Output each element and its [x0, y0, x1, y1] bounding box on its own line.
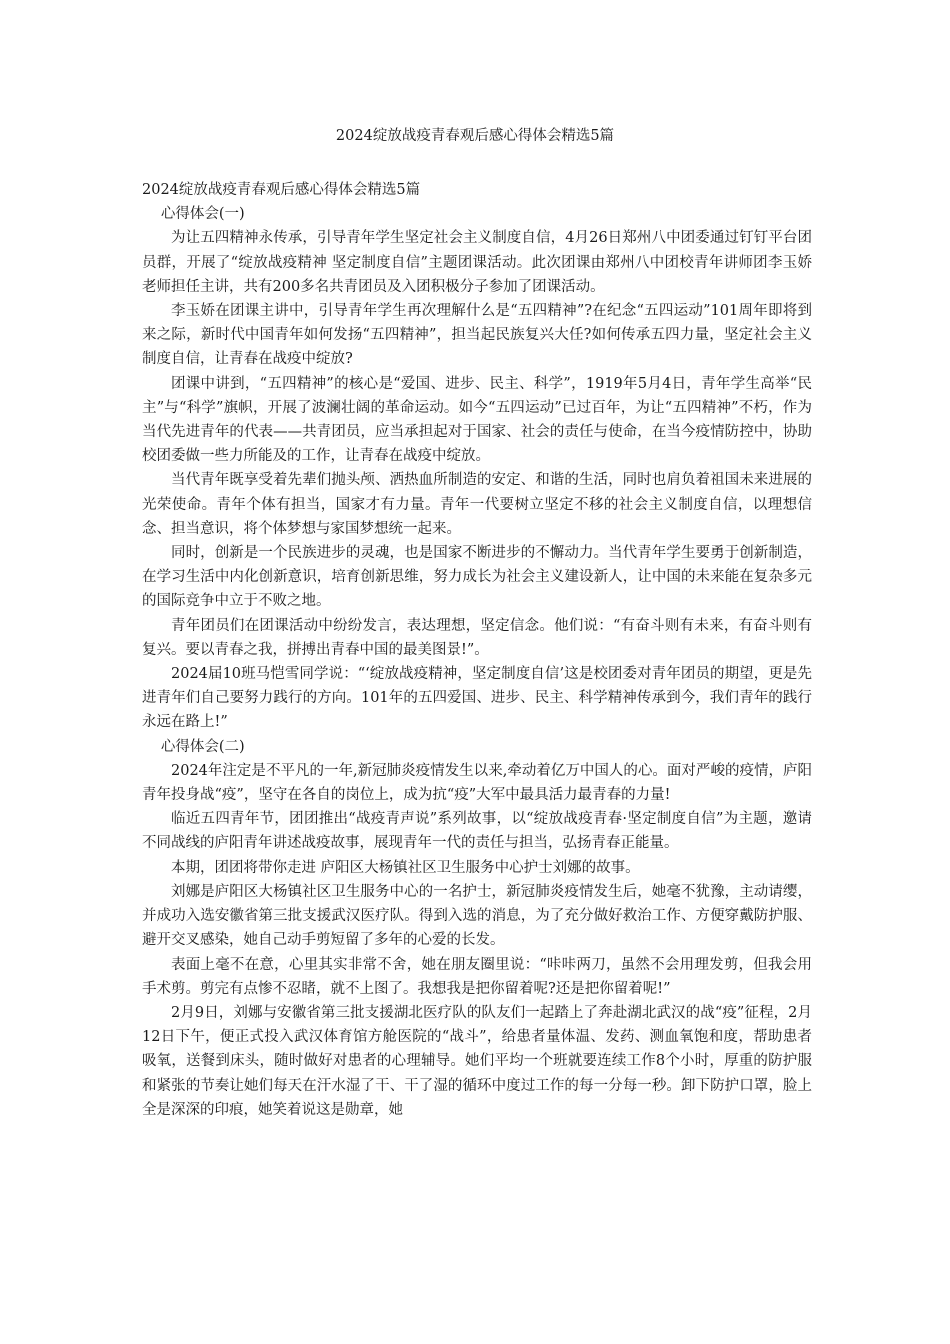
paragraph: 本期，团团将带你走进 庐阳区大杨镇社区卫生服务中心护士刘娜的故事。	[171, 859, 640, 876]
paragraph: 2024年注定是不平凡的一年,新冠肺炎疫情发生以来,牵动着亿万中国人的心。面对严峻的疫情，庐阳青年投身战“疫”，坚守在各自的岗位上，成为抗“疫”大军中最具活力最青春的力量!	[142, 762, 812, 804]
paragraph: 当代青年既享受着先辈们抛头颅、洒热血所制造的安定、和谐的生活，同时也肩负着祖国未来进展的光荣使命。青年个体有担当，国家才有力量。青年一代要树立坚定不移的社会主义制度自信，以理想信念、担当意识，将个体梦想与家国梦想统一起来。	[142, 472, 812, 537]
paragraph: 为让五四精神永传承，引导青年学生坚定社会主义制度自信，4月26日郑州八中团委通过钉钉平台团员群，开展了“绽放战疫精神 坚定制度自信”主题团课活动。此次团课由郑州八中团校青年讲师团李玉娇老师担任主讲，共有200多名共青团员及入团积极分子参加了团课活动。	[142, 230, 812, 295]
document-body	[142, 178, 812, 1122]
document-title: 2024绽放战疫青春观后感心得体会精选5篇	[335, 128, 615, 144]
paragraph: 2024届10班马恺雪同学说：“‘绽放战疫精神，坚定制度自信’这是校团委对青年团员的期望，更是先进青年们自己要努力践行的方向。101年的五四爱国、进步、民主、科学精神传承到今，我们青年的践行永远在路上!”	[142, 666, 812, 731]
paragraph: 青年团员们在团课活动中纷纷发言，表达理想，坚定信念。他们说：“有奋斗则有未来，有奋斗则有复兴。要以青春之我，拼搏出青春中国的最美图景!”。	[142, 617, 812, 658]
document-heading: 2024绽放战疫青春观后感心得体会精选5篇	[142, 182, 421, 198]
section-title-2: 心得体会(二)	[160, 738, 245, 755]
paragraph: 临近五四青年节，团团推出“战疫青声说”系列故事，以“绽放战疫青春·坚定制度自信”为主题，邀请不同战线的庐阳青年讲述战疫故事，展现青年一代的责任与担当，弘扬青春正能量。	[142, 811, 812, 852]
paragraph: 团课中讲到，“五四精神”的核心是“爱国、进步、民主、科学”，1919年5月4日，青年学生高举“民主”与“科学”旗帜，开展了波澜壮阔的革命运动。如今“五四运动”已过百年，为让“五四精神”不朽，作为当代先进青年的代表——共青团员，应当承担起对于国家、社会的责任与使命，在当今疫情防控中，协助校团委做一些力所能及的工作，让青春在战疫中绽放。	[142, 375, 812, 465]
paragraph: 表面上毫不在意，心里其实非常不舍，她在朋友圈里说：“咔咔两刀，虽然不会用理发剪，但我会用手术剪。剪完有点惨不忍睹，就不上图了。我想我是把你留着呢?还是把你留着呢!”	[142, 956, 812, 997]
paragraph: 同时，创新是一个民族进步的灵魂，也是国家不断进步的不懈动力。当代青年学生要勇于创新制造，在学习生活中内化创新意识，培育创新思维，努力成长为社会主义建设新人，让中国的未来能在复杂多元的国际竞争中立于不败之地。	[142, 545, 812, 610]
section-title-1: 心得体会(一)	[160, 206, 245, 223]
paragraph: 李玉娇在团课主讲中，引导青年学生再次理解什么是“五四精神”?在纪念“五四运动”101周年即将到来之际，新时代中国青年如何发扬“五四精神”，担当起民族复兴大任?如何传承五四力量，坚定社会主义制度自信，让青春在战疫中绽放?	[142, 303, 812, 368]
paragraph: 刘娜是庐阳区大杨镇社区卫生服务中心的一名护士，新冠肺炎疫情发生后，她毫不犹豫，主动请缨，并成功入选安徽省第三批支援武汉医疗队。得到入选的消息，为了充分做好救治工作、方便穿戴防护服、避开交叉感染，她自己动手剪短留了多年的心爱的长发。	[142, 883, 812, 949]
paragraph: 2月9日，刘娜与安徽省第三批支援湖北医疗队的队友们一起踏上了奔赴湖北武汉的战“疫”征程，2月12日下午，便正式投入武汉体育馆方舱医院的“战斗”，给患者量体温、发药、测血氧饱和度，帮助患者吸氧，送餐到床头，随时做好对患者的心理辅导。她们平均一个班就要连续工作8个小时，厚重的防护服和紧张的节奏让她们每天在汗水湿了干、干了湿的循环中度过工作的每一分每一秒。卸下防护口罩，脸上全是深深的印痕，她笑着说这是勋章，她	[142, 1004, 812, 1118]
